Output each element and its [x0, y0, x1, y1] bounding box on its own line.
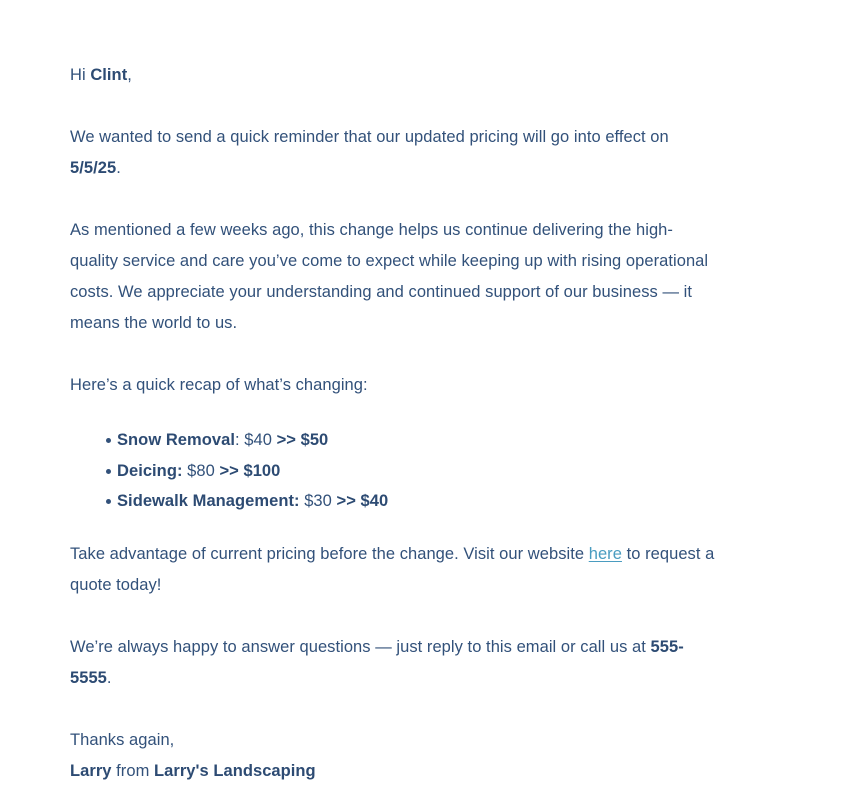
cta-text-before-link: Take advantage of current pricing before the change. Visit our website — [70, 544, 589, 563]
cta-text-after-link: to request a quote today! — [70, 544, 715, 594]
signoff-connector: from — [111, 761, 154, 780]
price-arrow: >> — [336, 492, 356, 510]
bullet-icon — [106, 499, 111, 504]
new-price: $40 — [360, 492, 389, 510]
website-link[interactable]: here — [588, 544, 622, 563]
service-punctuation: : — [234, 431, 240, 449]
reminder-text-after-date: . — [116, 159, 121, 177]
sender-name: Larry — [70, 761, 112, 780]
old-price: $40 — [244, 431, 272, 449]
service-name: Snow Removal — [117, 431, 235, 449]
list-item — [70, 425, 716, 456]
list-item — [70, 456, 716, 487]
contact-paragraph — [70, 632, 716, 694]
bullet-icon — [106, 469, 111, 474]
bullet-icon — [106, 438, 111, 443]
old-price: $30 — [304, 492, 332, 510]
reminder-paragraph — [70, 122, 716, 184]
cta-paragraph — [70, 539, 716, 601]
service-name: Sidewalk Management: — [117, 492, 300, 510]
recipient-name: Clint — [90, 66, 128, 84]
price-arrow: >> — [219, 461, 239, 480]
effective-date: 5/5/25 — [70, 159, 117, 177]
reminder-text-before-date: We wanted to send a quick reminder that our updated pricing will go into effect on — [70, 128, 669, 146]
old-price: $80 — [187, 461, 215, 480]
signoff-closing: Thanks again, — [70, 730, 175, 749]
clipped-next-line — [70, 778, 710, 796]
contact-text-after-phone: . — [106, 668, 112, 687]
service-name: Deicing: — [117, 461, 183, 480]
contact-text-before-phone: We’re always happy to answer questions — just reply to this email or call us at — [70, 637, 651, 656]
new-price: $100 — [243, 461, 281, 480]
greeting-line — [70, 60, 716, 91]
price-change-list — [70, 425, 716, 517]
explanation-paragraph: As mentioned a few weeks ago, this change helps us continue delivering the high-quality service and care you’ve come to expect while keeping up with rising operational costs. We appreciate your understanding and continued support of our business — it means the world to us. — [70, 221, 709, 332]
price-arrow: >> — [276, 431, 296, 449]
company-name: Larry's Landscaping — [154, 761, 316, 780]
greeting-prefix: Hi — [70, 66, 91, 84]
recap-intro-paragraph: Here’s a quick recap of what’s changing: — [70, 376, 368, 394]
greeting-suffix: , — [127, 66, 132, 84]
new-price: $50 — [300, 431, 329, 449]
list-item — [70, 486, 716, 517]
phone-number: 555-5555 — [70, 637, 684, 687]
